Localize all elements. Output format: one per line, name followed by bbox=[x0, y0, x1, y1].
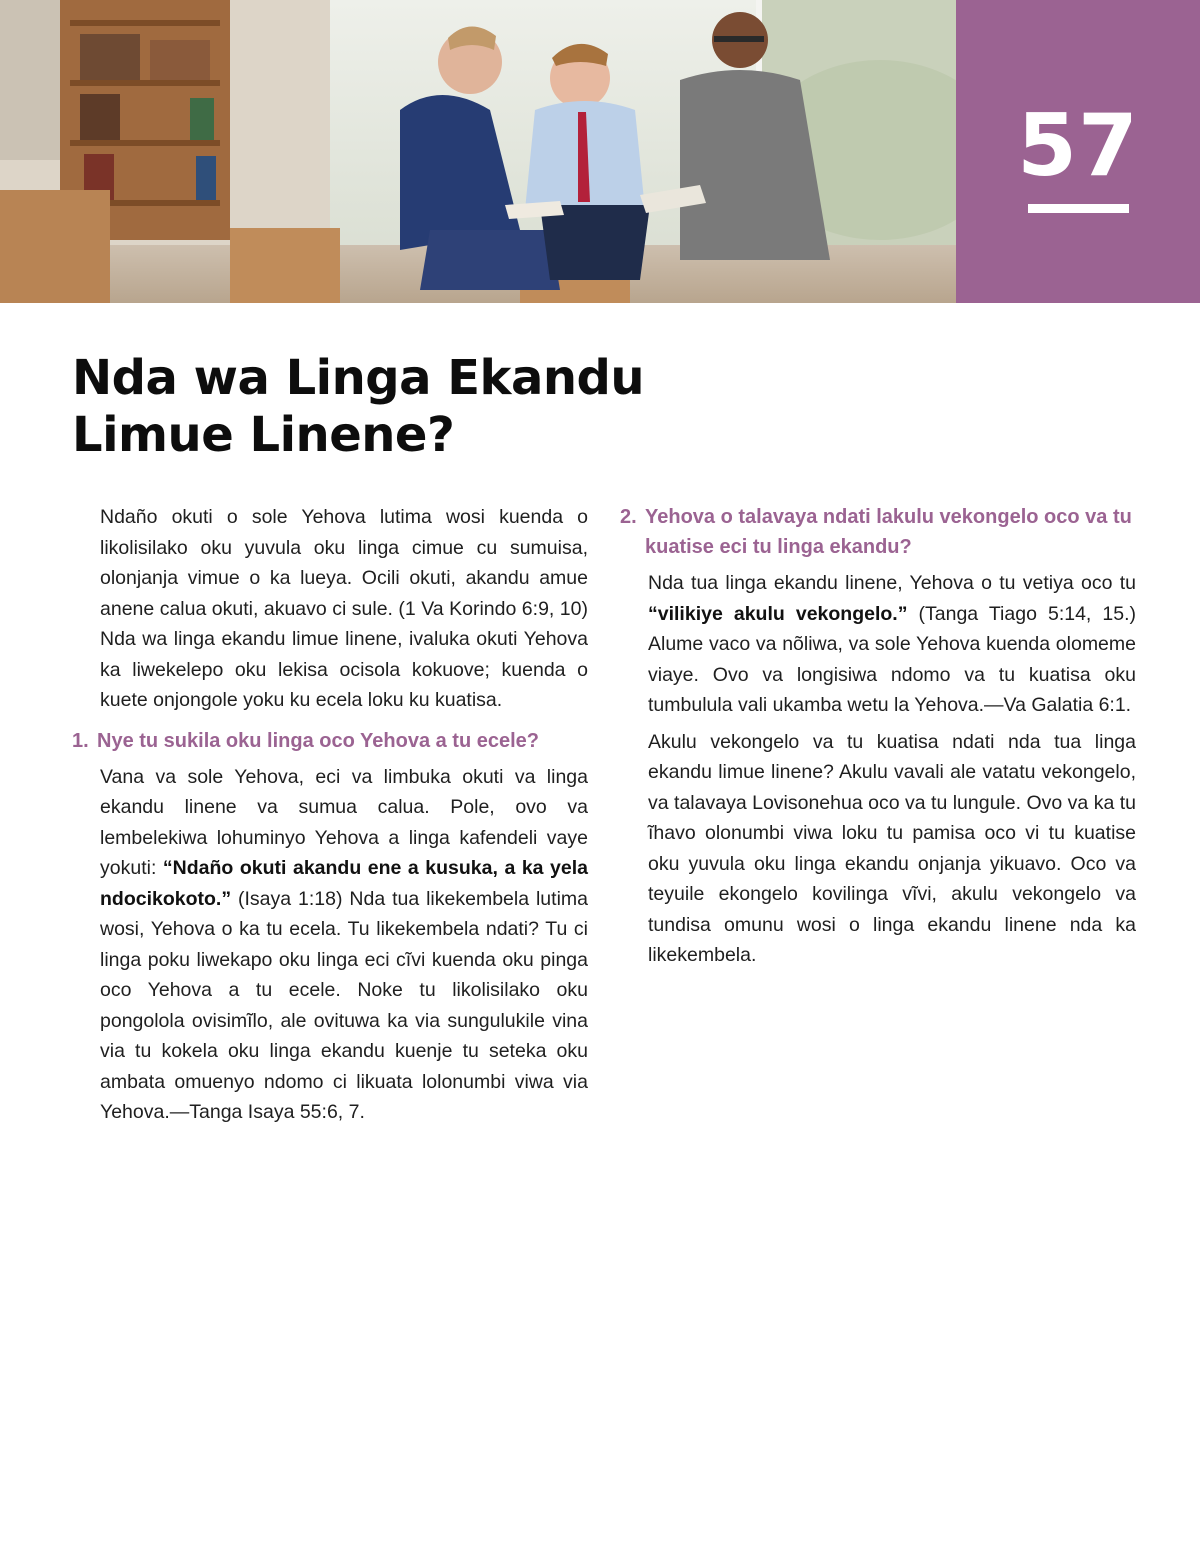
lesson-badge bbox=[956, 0, 1200, 303]
question-1 bbox=[72, 726, 588, 756]
answer-2-paragraph-1 bbox=[648, 568, 1136, 721]
page-title-line-2: Limue Linene? bbox=[72, 407, 455, 463]
question-1-number: 1. bbox=[72, 729, 89, 752]
intro-paragraph: Ndaño okuti o sole Yehova lutima wosi kuenda o likolisilako oku yuvula oku linga cimue cu sumuisa, olonjanja vimue o ka lueya. Ocili okuti, akandu amue anene calua okuti, akuavo ci sule. (1 Va Korindo 6:9, 10) Nda wa linga ekandu limue linene, ivaluka okuti Yehova ka liwekelepo oku lekisa ocisola kokuove; kuenda o kuete onjongole yoku ku ecela loku ku kuatisa. bbox=[100, 506, 588, 711]
answer-1-text-end: (Isaya 1:18) Nda tua likekembela lutima wosi, Yehova o ka tu ecela. Tu likekembela ndati? Tu ci linga poku liwekapo oku linga eci cĩvi kuenda oku pinga oco Yehova a tu ecele. Noke tu likolisilako oku pongolola ovisimĩlo, ale ovituwa ka via sungulukile vina via tu kokela oku linga ekandu kuenje tu seteka oku ambata omuenyo ndomo ci likuata lolonumbi viwa via Yehova.—Tanga Isaya 55:6, 7. bbox=[100, 887, 588, 1123]
answer-1-quote: “Ndaño okuti akandu ene a kusuka, a ka yela ndocikokoto.” bbox=[100, 857, 589, 910]
header-photo bbox=[0, 0, 956, 303]
answer-2-quote: “vilikiye akulu vekongelo.” bbox=[648, 602, 908, 625]
answer-2-paragraph-2: Akulu vekongelo va tu kuatisa ndati nda tua linga ekandu limue linene? Akulu vavali ale vatatu vekongelo, va talavaya Lovisonehua oco va tu lungule. Ovo va ka tu ĩhavo olonumbi viwa loku tu pamisa oco vi tu kuatise oku yuvula oku linga ekandu onjanja yikuavo. Oco va teyuile ekongelo kovilinga vĩvi, akulu vekongelo va tundisa omunu wosi o linga ekandu linene nda ka likekembela. bbox=[648, 730, 1136, 966]
answer-1-paragraph bbox=[100, 762, 588, 1128]
photo-illustration bbox=[0, 0, 956, 303]
left-column bbox=[72, 502, 588, 1134]
lesson-rule bbox=[1028, 204, 1129, 213]
question-2-text: Yehova o talavaya ndati lakulu vekongelo oco va tu kuatise eci tu linga ekandu? bbox=[645, 506, 1132, 558]
page-title-line-1: Nda wa Linga Ekandu bbox=[72, 350, 645, 406]
question-1-text: Nye tu sukila oku linga oco Yehova a tu ecele? bbox=[97, 729, 540, 752]
question-2 bbox=[620, 502, 1136, 562]
question-2-number: 2. bbox=[620, 506, 637, 528]
lesson-number: 57 bbox=[1017, 96, 1139, 196]
answer-2-text-start: Nda tua linga ekandu linene, Yehova o tu vetiya oco tu bbox=[648, 572, 1136, 594]
answer-1-text-start: Vana va sole Yehova, eci va limbuka okuti va linga ekandu linene va sumua calua. Pole, ovo va lembelekiwa lohuminyo Yehova a linga kafendeli vaye yokuti: bbox=[100, 765, 588, 879]
right-column bbox=[620, 502, 1136, 977]
answer-2-text-end: (Tanga Tiago 5:14, 15.) Alume vaco va nõliwa, va sole Yehova kuenda olomeme viaye. Ovo va longisiwa ndomo va tu kuatisa oku tumbulula vali ukamba wetu la Yehova.—Va Galatia 6:1. bbox=[648, 602, 1136, 716]
page-title bbox=[72, 350, 692, 464]
